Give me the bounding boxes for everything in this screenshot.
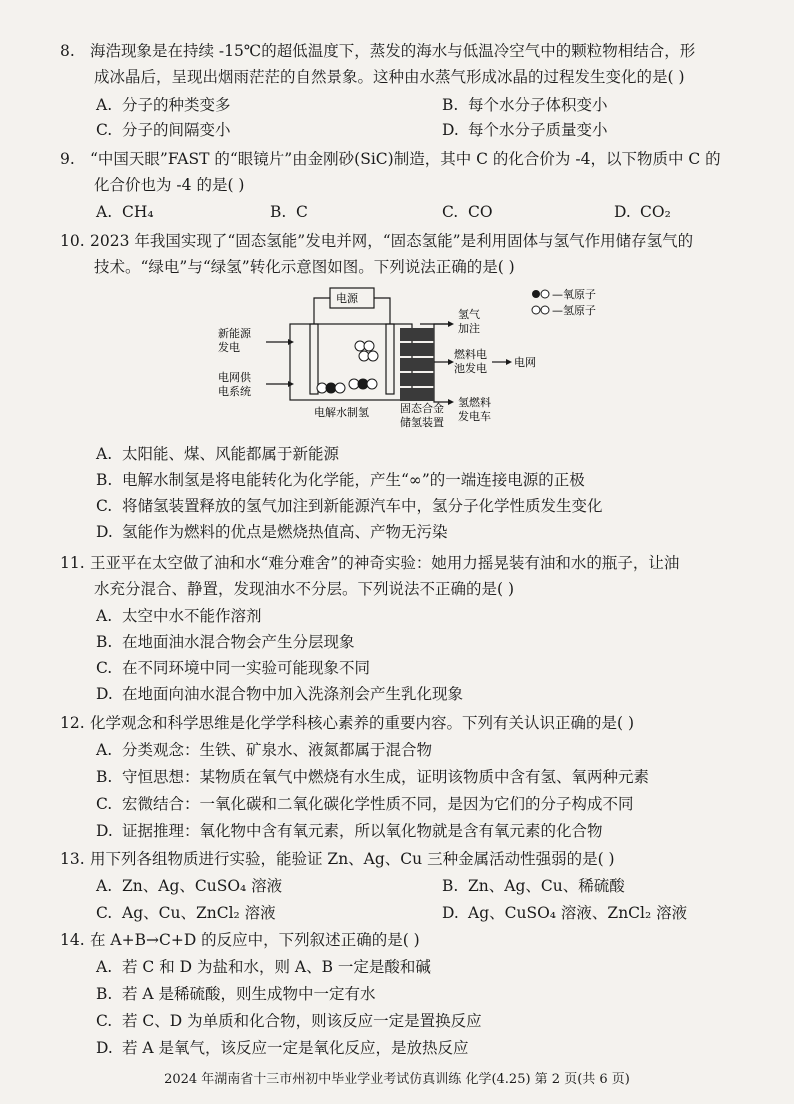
legend-oxygen-dot: [532, 290, 540, 298]
out1-line2: 加注: [458, 322, 480, 335]
question-stem: “中国天眼”FAST 的“眼镜片”由金刚砂(SiC)制造，其中 C 的化合价为 -4，以下物质中 C 的: [90, 150, 721, 168]
question-number: 10.: [60, 232, 85, 250]
grid-label: 电网: [514, 356, 536, 369]
question-stem: 王亚平在太空做了油和水“难分难舍”的神奇实验：她用力摇晃装有油和水的瓶子，让油: [90, 554, 680, 572]
question-number: 11.: [60, 554, 85, 572]
question-8: [60, 38, 760, 90]
out2-line2: 池发电: [454, 362, 487, 375]
arrowhead: [448, 321, 454, 327]
option-d[interactable]: D. 在地面向油水混合物中加入洗涤剂会产生乳化现象: [96, 685, 464, 703]
legend-hydrogen-dot: [532, 306, 540, 314]
page-footer: 2024 年湖南省十三市州初中毕业学业考试仿真训练 化学(4.25) 第 2 页(共 6 页): [164, 1072, 630, 1087]
arrow-to-refuel: [434, 324, 450, 362]
option-b[interactable]: B. 若 A 是稀硫酸，则生成物中一定有水: [96, 985, 376, 1003]
question-stem-cont: 技术。“绿电”与“绿氢”转化示意图如图。下列说法正确的是( ): [94, 258, 515, 276]
option-d[interactable]: D. 证据推理：氧化物中含有氧元素，所以氧化物就是含有氧元素的化合物: [96, 822, 603, 840]
option-c[interactable]: C. CO: [442, 203, 493, 221]
question-number: 9.: [60, 150, 75, 168]
question-11: [60, 550, 760, 602]
option-a[interactable]: A. 分类观念：生铁、矿泉水、液氮都属于混合物: [96, 741, 433, 759]
option-a[interactable]: A. Zn、Ag、CuSO₄ 溶液: [96, 877, 283, 895]
solid-storage-stack: [400, 328, 434, 401]
question-stem: 用下列各组物质进行实验，能验证 Zn、Ag、Cu 三种金属活动性强弱的是( ): [90, 850, 615, 868]
power-source-label: 电源: [336, 292, 358, 305]
question-number: 14.: [60, 931, 85, 949]
question-13: [60, 846, 760, 872]
electrolysis-label: 电解水制氢: [314, 406, 369, 419]
option-a[interactable]: A. 太阳能、煤、风能都属于新能源: [96, 445, 340, 463]
storage-line1: 固态合金: [400, 402, 444, 415]
option-a[interactable]: A. 分子的种类变多: [96, 96, 231, 114]
question-stem: 在 A+B→C+D 的反应中，下列叙述正确的是( ): [90, 931, 420, 949]
legend-hydrogen-label: —氢原子: [552, 304, 596, 317]
question-stem: 化学观念和科学思维是化学学科核心素养的重要内容。下列有关认识正确的是( ): [90, 714, 635, 732]
option-d[interactable]: D. 氢能作为燃料的优点是燃烧热值高、产物无污染: [96, 523, 448, 541]
option-b[interactable]: B. 每个水分子体积变小: [442, 96, 608, 114]
electrode-left: [310, 324, 318, 394]
option-c[interactable]: C. 若 C、D 为单质和化合物，则该反应一定是置换反应: [96, 1012, 482, 1030]
storage-line2: 储氢装置: [400, 416, 444, 429]
wire-right: [374, 298, 390, 324]
option-b[interactable]: B. 守恒思想：某物质在氧气中燃烧有水生成，证明该物质中含有氢、氧两种元素: [96, 768, 650, 786]
option-b[interactable]: B. 电解水制氢是将电能转化为化学能，产生“∞”的一端连接电源的正极: [96, 471, 585, 489]
question-stem: 2023 年我国实现了“固态氢能”发电并网，“固态氢能”是利用固体与氢气作用储存氢气的: [90, 232, 694, 250]
wire-left: [314, 298, 330, 324]
option-d[interactable]: D. CO₂: [614, 203, 671, 221]
option-a[interactable]: A. CH₄: [96, 203, 154, 221]
option-d[interactable]: D. 每个水分子质量变小: [442, 121, 608, 139]
option-b[interactable]: B. Zn、Ag、Cu、稀硫酸: [442, 877, 625, 895]
question-number: 13.: [60, 850, 85, 868]
input2-line2: 电系统: [218, 385, 251, 398]
arrowhead: [506, 359, 512, 365]
legend-oxygen-label: —氧原子: [552, 288, 596, 301]
input1-line2: 发电: [218, 341, 240, 354]
option-a[interactable]: A. 太空中水不能作溶剂: [96, 607, 262, 625]
option-c[interactable]: C. Ag、Cu、ZnCl₂ 溶液: [96, 904, 276, 922]
arrow-to-truck: [434, 362, 450, 402]
input2-line1: 电网供: [218, 371, 251, 384]
input1-line1: 新能源: [218, 327, 251, 340]
question-12: [60, 710, 760, 736]
question-14: [60, 927, 760, 953]
question-stem-cont: 水充分混合、静置，发现油水不分层。下列说法不正确的是( ): [94, 580, 515, 598]
arrowhead: [448, 399, 454, 405]
question-stem-cont: 化合价也为 -4 的是( ): [94, 176, 245, 194]
question-stem: 海浩现象是在持续 -15℃的超低温度下，蒸发的海水与低温冷空气中的颗粒物相结合，形: [90, 42, 696, 60]
out3-line2: 发电车: [458, 410, 491, 423]
out1-line1: 氢气: [458, 308, 480, 321]
arrowhead: [288, 339, 294, 345]
hydrogen-energy-diagram: [214, 284, 644, 434]
electrode-right: [386, 324, 394, 394]
option-d[interactable]: D. Ag、CuSO₄ 溶液、ZnCl₂ 溶液: [442, 904, 688, 922]
question-9: [60, 146, 760, 198]
out2-line1: 燃料电: [454, 348, 487, 361]
option-c[interactable]: C. 分子的间隔变小: [96, 121, 231, 139]
option-d[interactable]: D. 若 A 是氧气，该反应一定是氧化反应，是放热反应: [96, 1039, 469, 1057]
option-c[interactable]: C. 将储氢装置释放的氢气加注到新能源汽车中，氢分子化学性质发生变化: [96, 497, 603, 515]
question-number: 12.: [60, 714, 85, 732]
out3-line1: 氢燃料: [458, 396, 491, 409]
option-c[interactable]: C. 宏微结合：一氧化碳和二氧化碳化学性质不同，是因为它们的分子构成不同: [96, 795, 634, 813]
option-a[interactable]: A. 若 C 和 D 为盐和水，则 A、B 一定是酸和碱: [96, 958, 431, 976]
question-10: [60, 228, 760, 280]
option-c[interactable]: C. 在不同环境中同一实验可能现象不同: [96, 659, 371, 677]
molecules: [317, 341, 378, 393]
arrowhead: [288, 381, 294, 387]
question-stem-cont: 成冰晶后，呈现出烟雨茫茫的自然景象。这种由水蒸气形成冰晶的过程发生变化的是( ): [94, 68, 685, 86]
question-number: 8.: [60, 42, 75, 60]
option-b[interactable]: B. C: [270, 203, 308, 221]
option-b[interactable]: B. 在地面油水混合物会产生分层现象: [96, 633, 355, 651]
